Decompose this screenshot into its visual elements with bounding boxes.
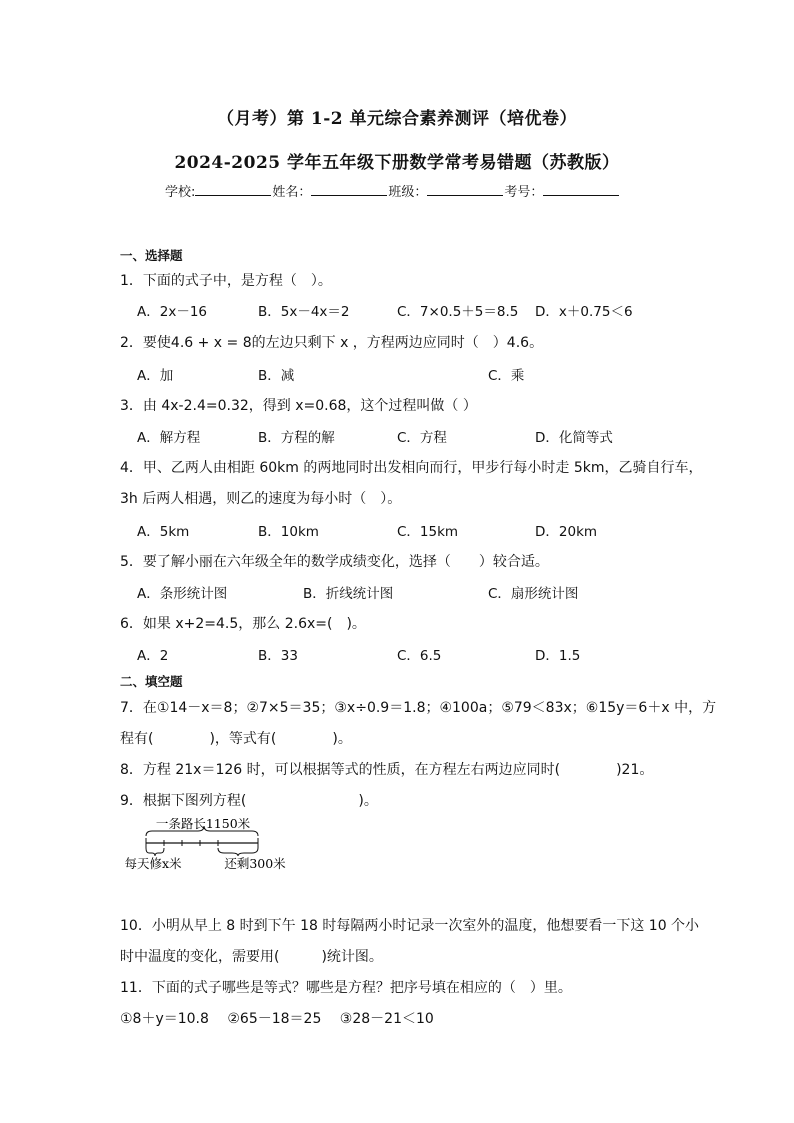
section-heading: 二、填空题 [120, 674, 183, 689]
q2-option-a: A．加 [137, 368, 174, 384]
q6-option-c: C．6.5 [397, 648, 442, 664]
question-5: 5．要了解小丽在六年级全年的数学成绩变化，选择（ ）较合适。 [120, 554, 549, 570]
class-blank [427, 183, 503, 196]
q4-option-a: A．5km [137, 524, 190, 540]
q1-option-d: D．x＋0.75＜6 [535, 304, 633, 320]
question-1: 1．下面的式子中，是方程（ ）。 [120, 273, 332, 289]
question-10-line-1: 10．小明从早上 8 时到下午 18 时每隔两小时记录一次室外的温度，他想要看一下这 10 个小 [120, 918, 700, 934]
diagram-left-label: 每天修x米 [124, 856, 182, 871]
question-7-line-2: 程有( )，等式有( )。 [120, 731, 352, 747]
q1-option-b: B．5x－4x＝2 [258, 304, 350, 320]
q5-option-b: B．折线统计图 [303, 586, 394, 602]
question-9: 9．根据下图列方程( )。 [120, 793, 378, 809]
section-heading: 一、选择题 [120, 248, 183, 263]
q3-option-c: C．方程 [397, 430, 447, 446]
question-6: 6．如果 x+2=4.5，那么 2.6x=( )。 [120, 616, 366, 632]
question-10-line-2: 时中温度的变化，需要用( )统计图。 [120, 949, 383, 965]
q4-option-c: C．15km [397, 524, 459, 540]
diagram-right-label: 还剩300米 [224, 856, 286, 871]
name-blank [311, 183, 387, 196]
question-11-items: ①8＋y＝10.8 ②65－18＝25 ③28－21＜10 [120, 1011, 434, 1027]
page-title: （月考）第 1-2 单元综合素养测评（培优卷） [216, 109, 578, 129]
q3-option-a: A．解方程 [137, 430, 201, 446]
school-label: 学校: [165, 185, 196, 200]
q5-option-c: C．扇形统计图 [488, 586, 579, 602]
q2-option-b: B．减 [258, 368, 295, 384]
left-brace [146, 848, 164, 856]
q4-option-b: B．10km [258, 524, 319, 540]
right-brace [218, 848, 258, 856]
question-11: 11．下面的式子哪些是等式？哪些是方程？把序号填在相应的（ ）里。 [120, 980, 572, 996]
q1-option-c: C．7×0.5＋5＝8.5 [397, 304, 519, 320]
exam-no-label: 考号： [504, 185, 544, 200]
q2-option-c: C．乘 [488, 368, 525, 384]
segment-diagram-svg [118, 818, 298, 873]
class-label: 班级： [388, 185, 428, 200]
school-blank [195, 183, 271, 196]
diagram-top-label: 一条路长1150米 [155, 818, 251, 831]
question-4-line-1: 4．甲、乙两人由相距 60km 的两地同时出发相向而行，甲步行每小时走 5km，乙骑自行车， [120, 460, 703, 476]
question-8: 8．方程 21x＝126 时，可以根据等式的性质，在方程左右两边应同时( )21。 [120, 762, 654, 778]
q3-option-d: D．化简等式 [535, 430, 613, 446]
q3-option-b: B．方程的解 [258, 430, 335, 446]
question-3: 3．由 4x-2.4=0.32，得到 x=0.68，这个过程叫做（ ） [120, 398, 477, 414]
page-subtitle: 2024-2025 学年五年级下册数学常考易错题（苏教版） [174, 153, 620, 173]
question-2: 2．要使4.6 + x = 8的左边只剩下 x ，方程两边应同时（ ）4.6。 [120, 335, 544, 351]
exam-no-blank [543, 183, 619, 196]
q6-option-d: D．1.5 [535, 648, 581, 664]
name-label: 姓名： [272, 185, 312, 200]
line-segment-diagram [118, 818, 298, 873]
q6-option-b: B．33 [258, 648, 298, 664]
question-4-line-2: 3h 后两人相遇，则乙的速度为每小时（ ）。 [120, 491, 402, 507]
q4-option-d: D．20km [535, 524, 598, 540]
q6-option-a: A．2 [137, 648, 169, 664]
q5-option-a: A．条形统计图 [137, 586, 228, 602]
question-7-line-1: 7．在①14－x＝8；②7×5＝35；③x÷0.9＝1.8；④100a；⑤79＜83x；⑥15y＝6＋x 中，方 [120, 700, 717, 716]
q1-option-a: A．2x－16 [137, 304, 207, 320]
student-info-row [165, 181, 620, 200]
